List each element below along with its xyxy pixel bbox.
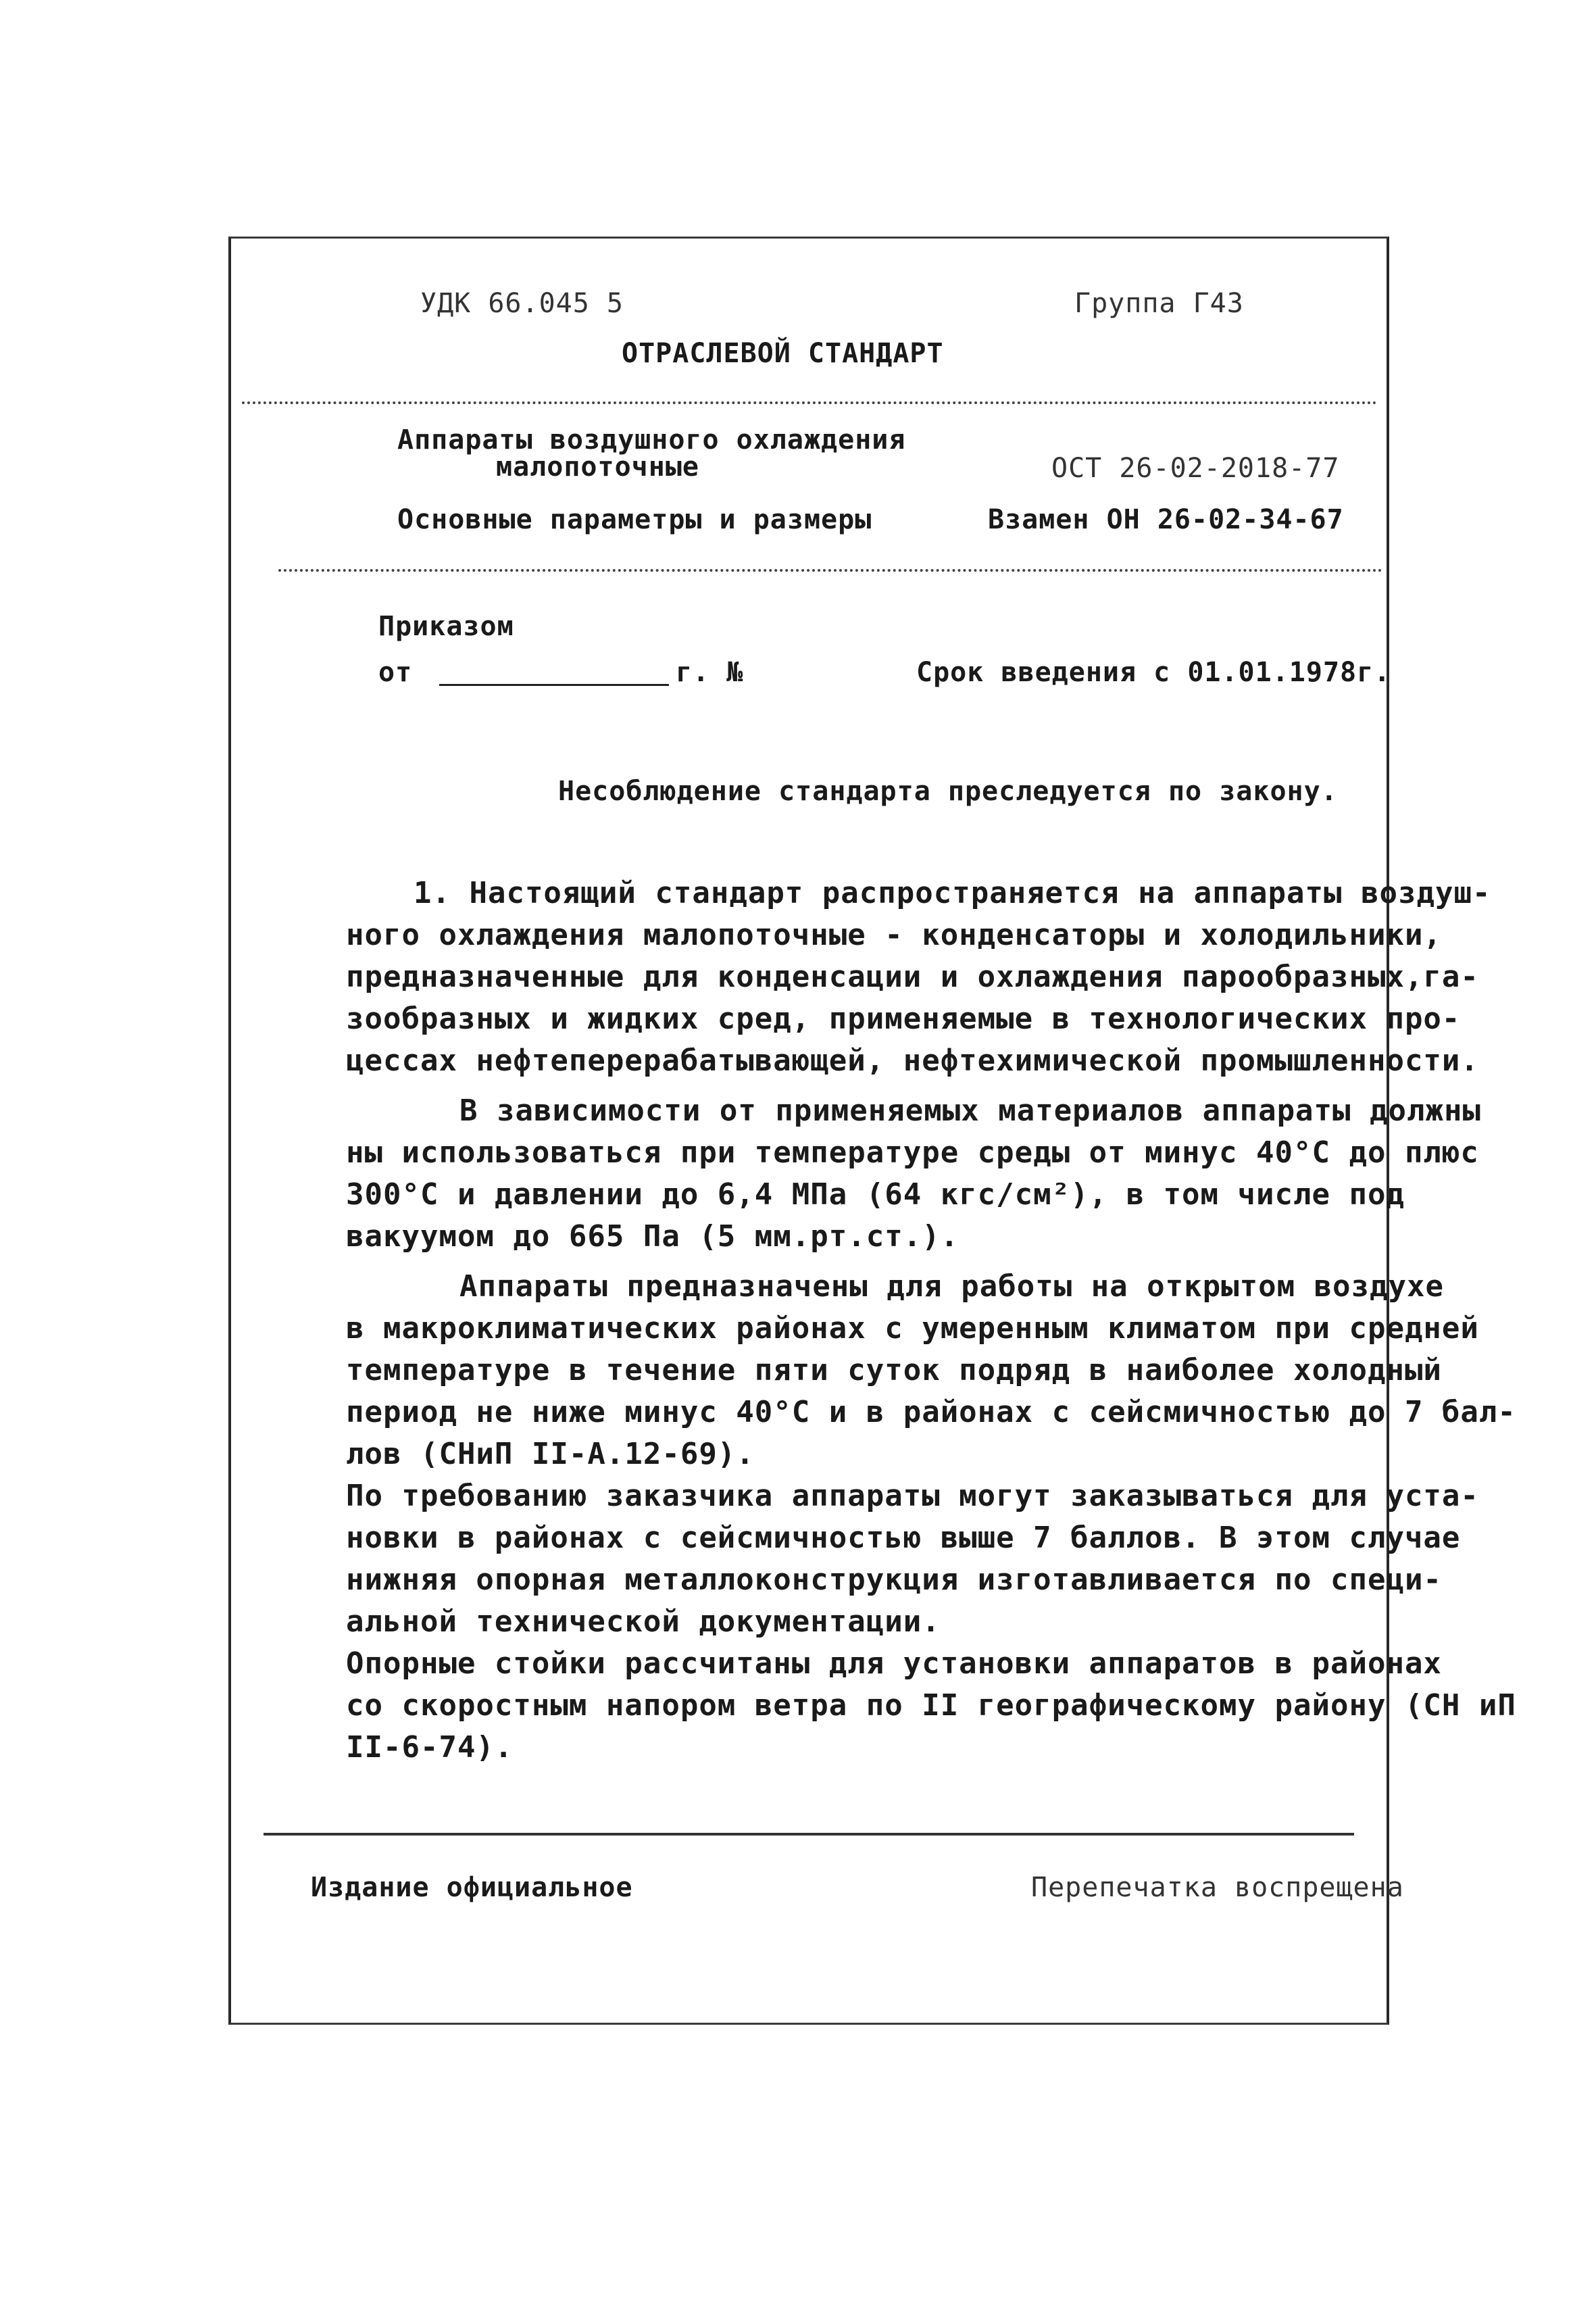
subject-line-1: Аппараты воздушного охлаждения xyxy=(397,424,906,456)
p4-line-1: По требованию заказчика аппараты могут заказываться для уста- xyxy=(346,1479,1479,1513)
p5-line-1: Опорные стойки рассчитаны для установки аппаратов в районах xyxy=(346,1646,1442,1681)
p3-line-5: лов (СНиП II-А.12-69). xyxy=(346,1437,755,1471)
order-date-blank xyxy=(439,684,669,686)
p1-line-5: цессах нефтеперерабатывающей, нефтехимической промышленности. xyxy=(346,1043,1479,1078)
p4-line-2: новки в районах с сейсмичностью выше 7 баллов. В этом случае xyxy=(346,1521,1461,1555)
p3-line-4: период не ниже минус 40°C и в районах с сейсмичностью до 7 бал- xyxy=(346,1395,1516,1429)
order-label: Приказом xyxy=(378,611,514,642)
order-from: от xyxy=(378,657,413,688)
effective-date: Срок введения с 01.01.1978г. xyxy=(916,657,1391,688)
p2-line-2: ны использоваться при температуре среды от минус 40°C до плюс xyxy=(346,1135,1479,1170)
subject-line-2: малопоточные xyxy=(496,451,699,483)
footer-divider xyxy=(264,1833,1354,1836)
header-divider-bottom xyxy=(278,569,1382,572)
replaces-code: Взамен ОН 26-02-34-67 xyxy=(988,504,1344,535)
standard-code: ОСТ 26-02-2018-77 xyxy=(1051,453,1340,484)
footer-reprint-notice: Перепечатка воспрещена xyxy=(1031,1872,1404,1903)
p3-line-3: температуре в течение пяти суток подряд в наиболее холодный xyxy=(346,1353,1442,1387)
p5-line-2: со скоростным напором ветра по II географическому району (СН иП xyxy=(346,1688,1516,1723)
p5-line-3: II-6-74). xyxy=(346,1730,514,1765)
udk-code: УДК 66.045 5 xyxy=(420,288,624,319)
p4-line-4: альной технической документации. xyxy=(346,1604,941,1639)
group-code: Группа Г43 xyxy=(1074,288,1244,319)
p1-line-1: 1. Настоящий стандарт распространяется на аппараты воздуш- xyxy=(414,876,1491,910)
p1-line-4: зообразных и жидких сред, применяемые в технологических про- xyxy=(346,1002,1461,1036)
p2-line-4: вакуумом до 665 Па (5 мм.рт.ст.). xyxy=(346,1219,959,1254)
p3-line-1: Аппараты предназначены для работы на открытом воздухе xyxy=(459,1269,1444,1304)
p1-line-2: ного охлаждения малопоточные - конденсаторы и холодильники, xyxy=(346,918,1442,952)
p2-line-3: 300°C и давлении до 6,4 МПа (64 кгс/см²), в том числе под xyxy=(346,1177,1405,1212)
subject-line-3: Основные параметры и размеры xyxy=(397,504,872,535)
p2-line-1: В зависимости от применяемых материалов аппараты должны xyxy=(459,1093,1481,1128)
order-year-no: г. № xyxy=(676,657,744,688)
footer-official-edition: Издание официальное xyxy=(311,1872,633,1903)
p1-line-3: предназначенные для конденсации и охлаждения парообразных,га- xyxy=(346,960,1479,994)
document-title: ОТРАСЛЕВОЙ СТАНДАРТ xyxy=(622,338,944,369)
legal-warning: Несоблюдение стандарта преследуется по закону. xyxy=(558,776,1338,807)
p3-line-2: в макроклиматических районах с умеренным климатом при средней xyxy=(346,1311,1479,1346)
p4-line-3: нижняя опорная металлоконструкция изготавливается по специ- xyxy=(346,1562,1442,1597)
header-divider-top xyxy=(242,401,1377,404)
